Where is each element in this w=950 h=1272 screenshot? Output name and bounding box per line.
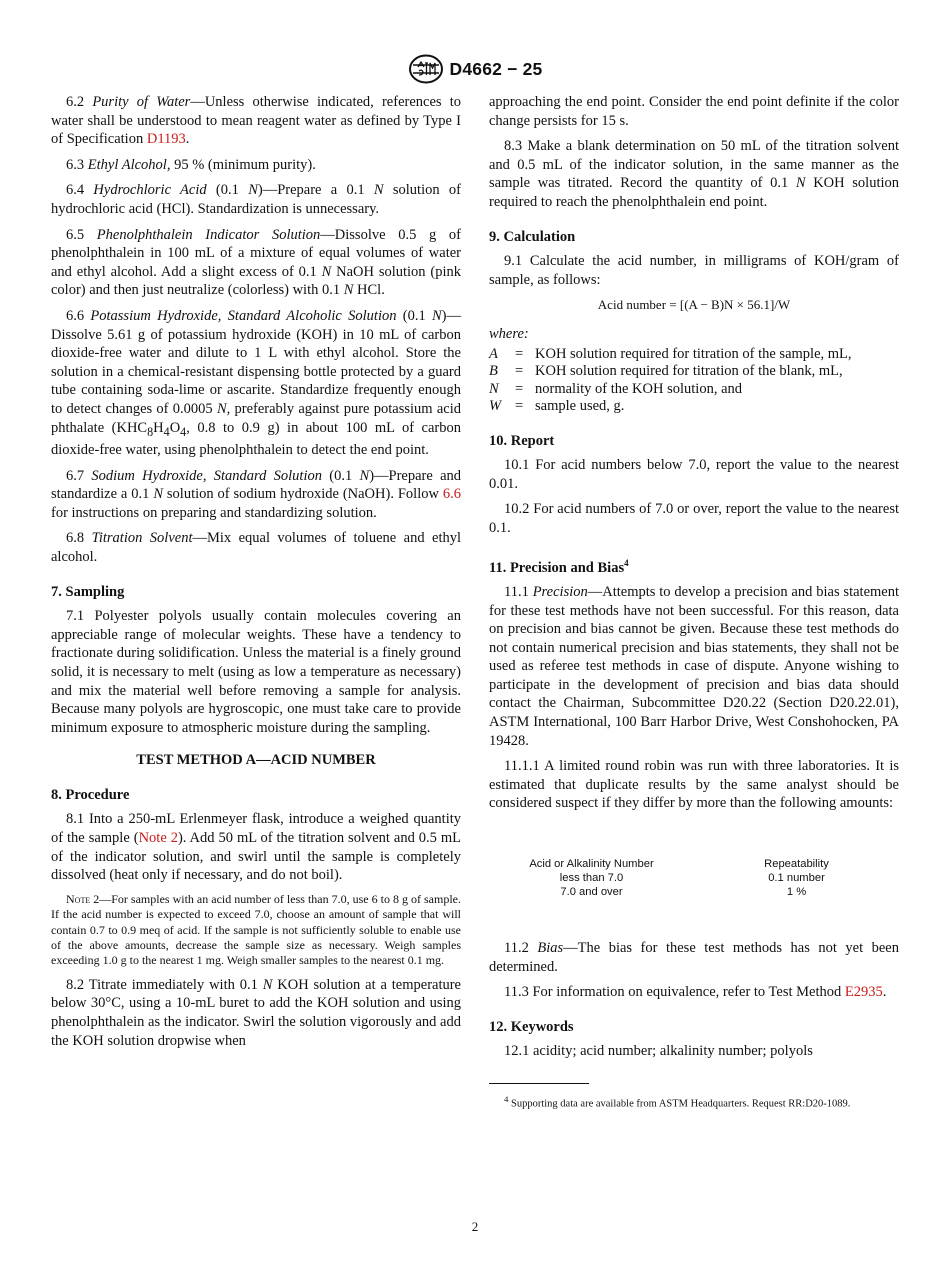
paragraph-8-2: 8.2 Titrate immediately with 0.1 N KOH solution at a temperature below 30°C, using a 10-mL buret to add the KOH solution and using phenolphthalein as the indicator. Swirl the solution vigorously and add the KOH solution dropwise when <box>51 976 461 1049</box>
footnote-marker[interactable]: 4 <box>624 557 629 568</box>
paragraph-6-5: 6.5 Phenolphthalein Indicator Solution—Dissolve 0.5 g of phenolphthalein in 100 mL of a mixture of equal volumes of water and ethyl alcohol. Add a slight excess of 0.1 N NaOH solution (pink color) and then just neutralize (colorless) with 0.1 N HCl. <box>51 226 462 299</box>
acid-number-formula: Acid number = [(A − B)N × 56.1]/W <box>597 297 791 313</box>
astm-logo-icon <box>408 54 444 84</box>
right-column <box>489 93 899 1119</box>
paragraph-11-1: 11.1 Precision—Attempts to develop a precision and bias statement for these test methods have not been successful. For this reason, data on precision and bias cannot be given. Because these test methods do not contain numerical precision and bias statements, they shall not be used as referee test methods in case of dispute. Anyone wishing to participate in the development of precision and bias data should contact the Chairman, Subcommittee D20.22 (Section D20.22.01), ASTM International, 100 Barr Harbor Drive, West Conshohocken, PA 19428. <box>489 583 899 749</box>
paragraph-7-1: 7.1 Polyester polyols usually contain molecules covering an appreciable range of molecular weights. These have a tendency to fractionate during solidification. Unless the material is a finely ground solid, it is necessary to melt (using as low a temperature as necessary) and mix the material well before removing a sample for analysis. Because many polyols are hygroscopic, one must take care to provide minimum exposure to atmospheric moisture during the sampling. <box>51 608 461 736</box>
variable-definitions <box>489 346 899 416</box>
paragraph-6-7: 6.7 Sodium Hydroxide, Standard Solution (0.1 N)—Prepare and standardize a 0.1 N solution of sodium hydroxide (NaOH). Follow 6.6 for instructions on preparing and standardizing solution. <box>51 467 462 521</box>
footnote-divider <box>489 1083 589 1084</box>
precision-table <box>489 857 899 899</box>
paragraph-11-3: 11.3 For information on equivalence, refer to Test Method E2935. <box>504 984 887 1001</box>
paragraph-9-1: 9.1 Calculate the acid number, in milligrams of KOH/gram of sample, as follows: <box>489 253 899 288</box>
paragraph-10-1: 10.1 For acid numbers below 7.0, report the value to the nearest 0.01. <box>489 457 899 492</box>
footnote-4: $^4$ Supporting data are available from ASTM Headquarters. Request RR:D20-1089. <box>504 1094 851 1110</box>
paragraph-6-6: 6.6 Potassium Hydroxide, Standard Alcoholic Solution (0.1 N)—Dissolve 5.61 g of potassium hydroxide (KOH) in 10 mL of carbon dioxide-free water and dilute to 1 L with ethyl alcohol. Store the solution in a chemical-resistant dispensing bottle protected by a guard tube containing soda-lime or ascarite. Standardize frequently enough to detect changes of 0.0005 N, preferably against pure potassium acid phthalate ($KHC_8H_4O_4$, 0.8 to 0.9 g) in about 100 mL of carbon dioxide-free water, using phenolphthalein to detect the end point. <box>51 307 461 458</box>
definition-row: N = normality of the KOH solution, and <box>489 380 743 397</box>
link-6-6[interactable]: 6.6 <box>442 486 461 503</box>
link-e2935[interactable]: E2935 <box>844 984 883 1001</box>
paragraph-6-3: 6.3 Ethyl Alcohol, 95 % (minimum purity). <box>66 156 316 173</box>
paragraph-11-1-1: 11.1.1 A limited round robin was run with three laboratories. It is estimated that duplicate results by the same analyst should be considered suspect if they differ by more than the following amounts: <box>489 758 899 812</box>
paragraph-8-2-continued: approaching the end point. Consider the end point definite if the color change persists for 15 s. <box>489 94 899 129</box>
paragraph-6-8: 6.8 Titration Solvent—Mix equal volumes of toluene and ethyl alcohol. <box>51 530 461 565</box>
table-cell: 7.0 and over <box>560 886 623 899</box>
paragraph-8-1: 8.1 Into a 250-mL Erlenmeyer flask, introduce a weighed quantity of the sample (Note 2). Add 50 mL of the titration solvent and 0.5 mL of the indicator solution, and swirl until the sample is completely dissolved (heat only if necessary, and do not boil). <box>51 811 461 884</box>
table-cell: 0.1 number <box>768 872 825 885</box>
paragraph-6-2: 6.2 Purity of Water—Unless otherwise indicated, references to water shall be understood to mean reagent water as defined by Type I of Specification D1193. <box>51 94 461 148</box>
where-label: where: <box>489 325 529 342</box>
table-cell: less than 7.0 <box>559 872 624 885</box>
table-header: Acid or Alkalinity Number <box>529 858 654 871</box>
section-heading-keywords: 12. Keywords <box>489 1018 574 1035</box>
left-column <box>51 93 461 1057</box>
section-heading-precision-bias: 11. Precision and Bias$^4$ <box>489 557 629 576</box>
section-heading-procedure: 8. Procedure <box>51 786 130 803</box>
table-header: Repeatability <box>764 858 829 871</box>
method-heading: TEST METHOD A—ACID NUMBER <box>136 752 376 769</box>
page-number: 2 <box>471 1219 479 1234</box>
table-cell: 1 % <box>786 886 807 899</box>
paragraph-11-2: 11.2 Bias—The bias for these test methods has not yet been determined. <box>489 940 899 975</box>
paragraph-8-3: 8.3 Make a blank determination on 50 mL of the titration solvent and 0.5 mL of the indicator solution, in the same manner as the sample was titrated. Record the quantity of 0.1 N KOH solution required to reach the phenolphthalein end point. <box>489 138 899 210</box>
table-column-repeatability <box>694 857 899 899</box>
paragraph-12-1: 12.1 acidity; acid number; alkalinity number; polyols <box>504 1043 813 1060</box>
document-designation: D4662 − 25 <box>449 58 543 79</box>
definition-row: A = KOH solution required for titration of the sample, mL, <box>489 345 852 362</box>
link-d1193[interactable]: D1193 <box>146 131 186 148</box>
paragraph-10-2: 10.2 For acid numbers of 7.0 or over, report the value to the nearest 0.1. <box>489 501 899 536</box>
paragraph-6-4: 6.4 Hydrochloric Acid (0.1 N)—Prepare a 0.1 N solution of hydrochloric acid (HCl). Standardization is unnecessary. <box>51 182 461 217</box>
section-heading-sampling: 7. Sampling <box>51 583 125 600</box>
section-heading-report: 10. Report <box>489 432 555 449</box>
page-header <box>0 52 950 86</box>
table-column-acid-number <box>489 857 694 899</box>
note-2: Note 2—For samples with an acid number of less than 7.0, use 6 to 8 g of sample. If the acid number is expected to exceed 7.0, choose an amount of sample that will contain 0.7 to 0.9 meq of acid. If the sample is not sufficiently soluble to enable use of the above amounts, decrease the sample size as necessary. Weigh samples exceeding 1.0 g to the nearest 1 mg. Weigh smaller samples to the nearest 0.1 mg. <box>51 891 462 968</box>
link-note-2[interactable]: Note 2 <box>138 830 178 847</box>
definition-row: B = KOH solution required for titration of the blank, mL, <box>489 363 843 380</box>
section-heading-calculation: 9. Calculation <box>489 228 576 245</box>
definition-row: W = sample used, g. <box>489 398 625 415</box>
